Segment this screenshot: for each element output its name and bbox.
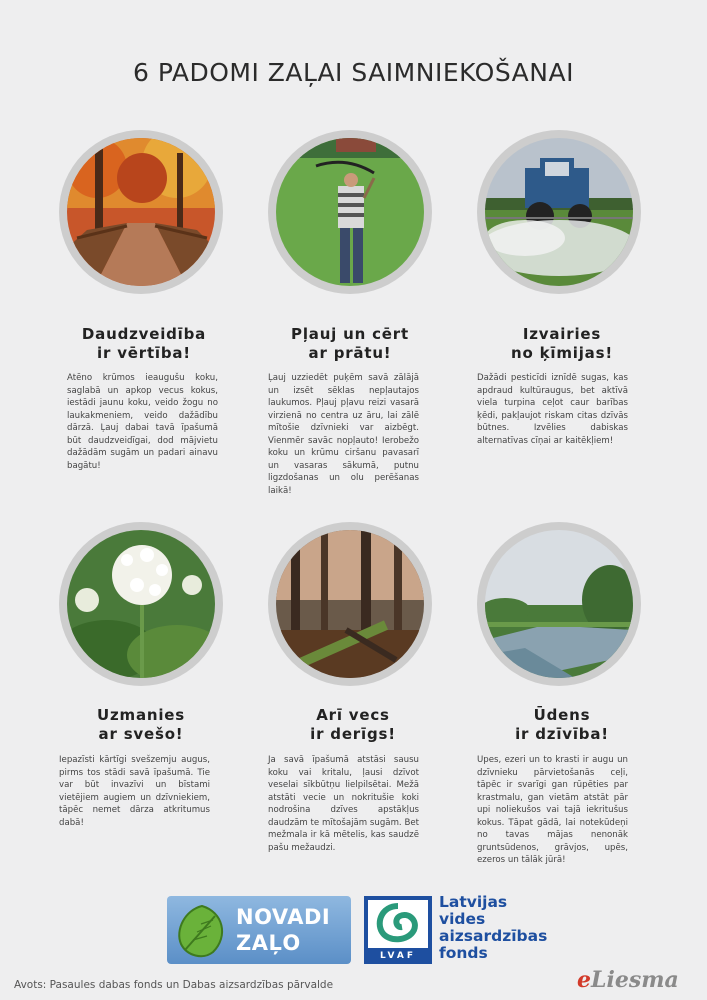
tip-heading <box>59 325 229 363</box>
tip-heading <box>268 706 438 744</box>
tip-heading-line: ir derīgs! <box>310 725 396 743</box>
tip-heading-line: ar prātu! <box>308 344 392 362</box>
tip-heading-line: ar svešo! <box>98 725 184 743</box>
leaf-icon <box>173 902 231 960</box>
tip-heading-line: ir vērtība! <box>97 344 191 362</box>
man-with-scythe-photo <box>268 130 432 294</box>
tip-heading <box>265 325 435 363</box>
tip-text: Dažādi pesticīdi iznīdē sugas, kas apdraud kultūraugus, bet aktīvā viela turpina ceļot caur barības ķēdi, pakļaujot riskam citas dzīvās būtnes. Izvēlies dabiskas alternatīvas cīņai ar kaitēkļiem! <box>477 373 628 446</box>
tip-heading-line: no ķīmijas! <box>511 344 613 362</box>
tip-heading-line: Arī vecs <box>316 706 390 724</box>
tip-heading <box>56 706 226 744</box>
tip-text: Ja savā īpašumā atstāsi sausu koku vai kritalu, ļausi dzīvot veselai sīkbūtņu lielpilsētai. Mežā atstāti vecie un nokritušie koki nodrošina dzīves apstākļus daudzām te mītošajām sugām. Bet mežmala ir kā mētelis, kas saudzē pašu mežaudzi. <box>268 755 419 853</box>
novadi-zalo-logo <box>167 896 351 964</box>
lvaf-name-line: fonds <box>439 944 488 962</box>
tip-text: Iepazīsti kārtīgi svešzemju augus, pirms tos stādi savā īpašumā. Tie var būt invazīvi un bīstami vietējiem augiem un dzīvniekiem, tāpēc nemet dārza atkritumus dabā! <box>59 755 210 828</box>
lvaf-logo <box>364 896 432 964</box>
tip-heading-line: Ūdens <box>533 706 591 724</box>
lvaf-swirl-icon <box>368 900 428 948</box>
hogweed-plant-photo <box>59 522 223 686</box>
lvaf-abbr: LVAF <box>380 951 416 961</box>
brand-name: Liesma <box>591 967 679 993</box>
tip-text: Upes, ezeri un to krasti ir augu un dzīvnieku pārvietošanās ceļi, tāpēc ir svarīgi gan rūpēties par krastmalu, gan vietām atstāt pār upi noliekušos vai tajā iekritušus kokus. Tāpat gādā, lai notekūdeņi no tavas mājas nenonāk gruntsūdenos, grāvjos, upēs, ezeros un tālāk jūrā! <box>477 755 628 865</box>
tip-heading-line: Izvairies <box>522 325 602 343</box>
zalo-text: ZAĻO <box>236 931 301 955</box>
lvaf-name-line: Latvijas <box>439 893 508 911</box>
tip-text: Atēno krūmos ieaugušu koku, saglabā un apkop vecus kokus, iestādi jaunu koku, veido žogu no laukakmeniem, veido dažādību dārzā. Ļauj dabai tavā īpašumā būt daudzveidīgai, dod mājvietu dažādām sugām un padari ainavu bagātu! <box>67 373 218 471</box>
tip-heading-line: Uzmanies <box>97 706 185 724</box>
tip-heading <box>477 325 647 363</box>
dead-wood-forest-photo <box>268 522 432 686</box>
tip-heading-line: ir dzīvība! <box>515 725 609 743</box>
tip-heading-line: Pļauj un cērt <box>291 325 409 343</box>
novadi-text: NOVADI <box>236 905 331 929</box>
source-credit: Avots: Pasaules dabas fonds un Dabas aizsardzības pārvalde <box>14 979 334 991</box>
lvaf-name-line: aizsardzības <box>439 927 548 945</box>
lvaf-name-line: vides <box>439 910 486 928</box>
lvaf-name <box>439 894 547 962</box>
tractor-spraying-photo <box>477 130 641 294</box>
tip-heading <box>477 706 647 744</box>
page-title: 6 PADOMI ZAĻAI SAIMNIEKOŠANAI <box>133 58 574 87</box>
brand-e: e <box>577 967 591 993</box>
liesma-brand-logo <box>577 967 679 993</box>
tip-heading-line: Daudzveidība <box>81 325 207 343</box>
autumn-forest-bridge-photo <box>59 130 223 294</box>
tip-text: Ļauj uzziedēt puķēm savā zālājā un izsēt sēklas nepļautajos laukumos. Pļauj pļavu reizi vasarā virzienā no centra uz āru, lai zālē mītošie dzīvnieki var aizbēgt. Vienmēr savāc nopļauto! Ierobežo koku un krūmu ciršanu pavasarī un vasaras sākumā, putnu ligzdošanas un olu perēšanas laikā! <box>268 373 419 496</box>
river-landscape-photo <box>477 522 641 686</box>
